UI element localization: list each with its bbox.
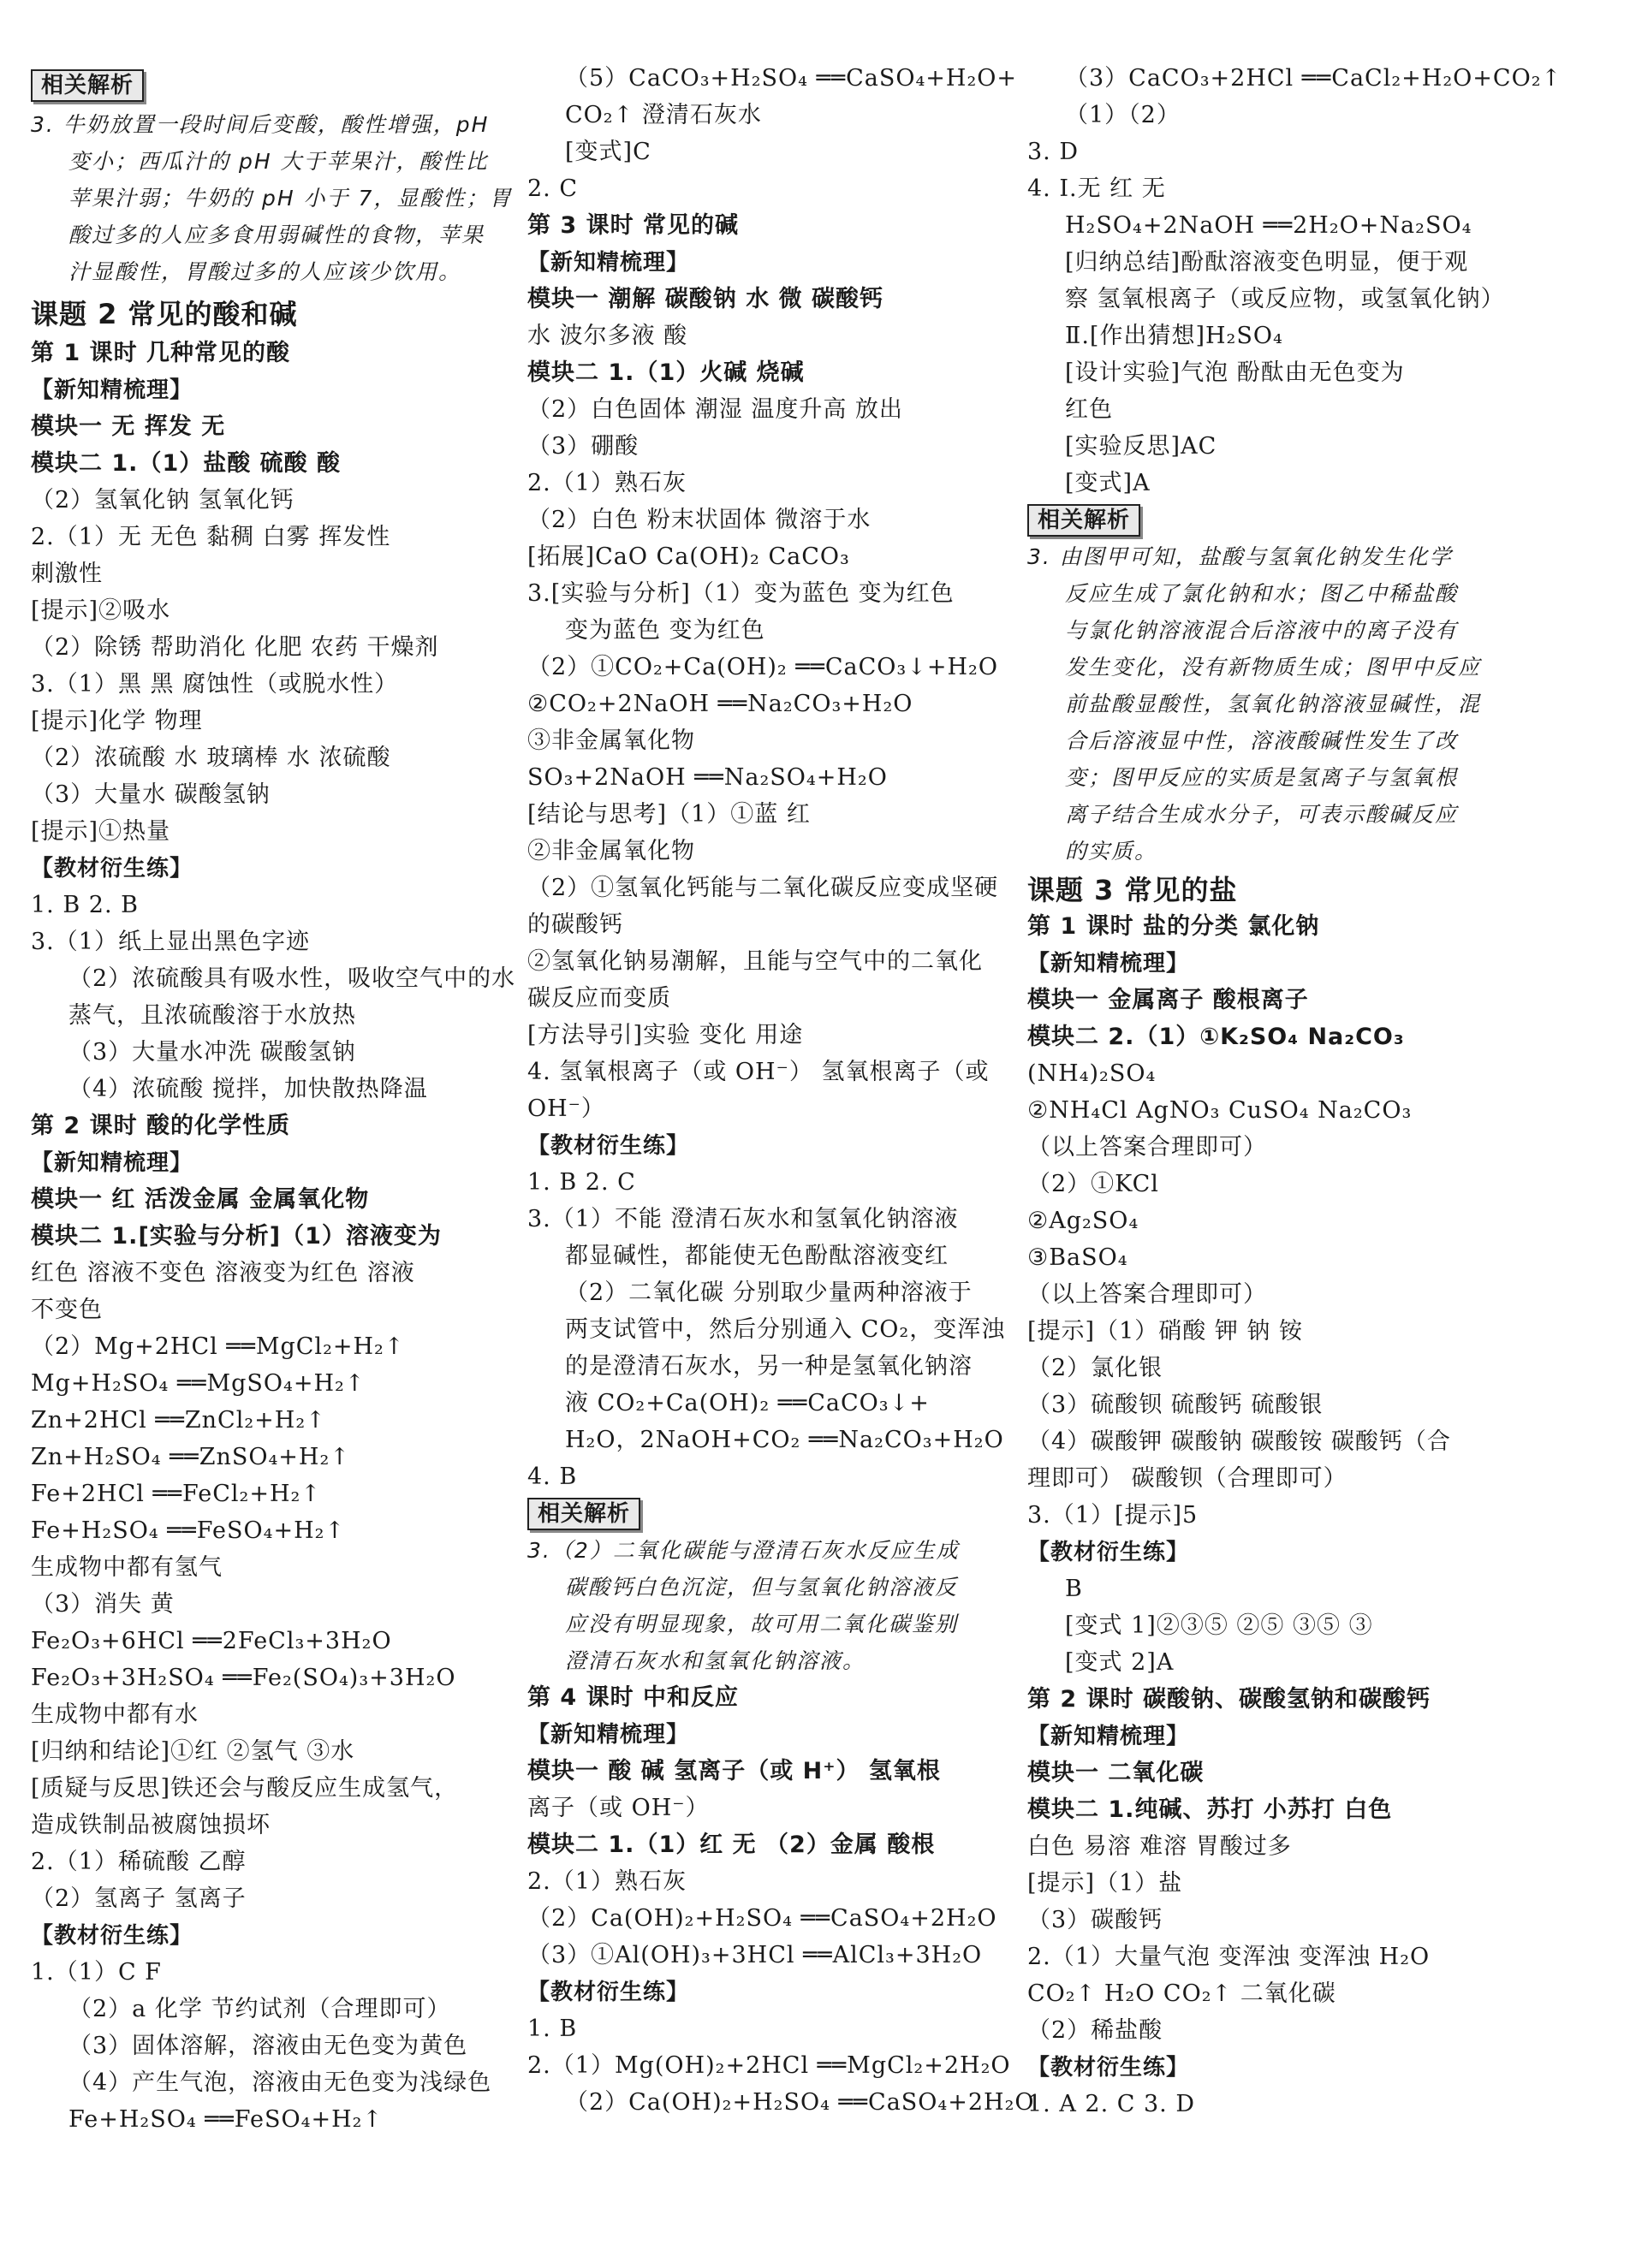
explanation-line: 3.（2）二氧化碳能与澄清石灰水反应生成	[527, 1538, 960, 1563]
answer-line: 4. B	[527, 1464, 578, 1490]
answer-line: 3.（1）[提示]5	[1027, 1502, 1199, 1529]
answer-line: （2）二氧化碳 分别取少量两种溶液于	[565, 1279, 973, 1306]
section-label-box: 相关解析	[31, 69, 144, 102]
section-tag: 【新知精梳理】	[1027, 951, 1190, 977]
answer-line: （2）浓硫酸 水 玻璃棒 水 浓硫酸	[31, 745, 391, 771]
answer-line: 蒸气，且浓硫酸溶于水放热	[68, 1002, 356, 1029]
answer-line: ②NH₄Cl AgNO₃ CuSO₄ Na₂CO₃	[1027, 1097, 1413, 1124]
section-tag: 【教材衍生练】	[31, 1923, 193, 1949]
answer-line: （2）稀盐酸	[1027, 2017, 1163, 2044]
module-line: 模块一 金属离子 酸根离子	[1027, 987, 1309, 1013]
answer-line: Fe+H₂SO₄ ══FeSO₄+H₂↑	[68, 2106, 384, 2133]
answer-line: [方法导引]实验 变化 用途	[527, 1022, 804, 1048]
section-tag: 【教材衍生练】	[31, 856, 193, 882]
explanation-line: 前盐酸显酸性，氢氧化钠溶液显碱性，混	[1065, 692, 1482, 716]
section-tag: 【教材衍生练】	[1027, 2055, 1190, 2081]
explanation-line: 发生变化，没有新物质生成；图甲中反应	[1065, 655, 1482, 680]
explanation-line: 苹果汁弱；牛奶的 pH 小于 7，显酸性；胃	[68, 186, 513, 211]
answer-line: （3）固体溶解，溶液由无色变为黄色	[68, 2033, 468, 2059]
answer-line: OH⁻）	[527, 1095, 605, 1122]
module-line: 模块一 酸 碱 氢离子（或 H⁺） 氢氧根	[527, 1758, 941, 1784]
answer-line: （以上答案合理即可）	[1027, 1134, 1267, 1161]
answer-line: 2.（1）熟石灰	[527, 1868, 687, 1895]
answer-line: H₂SO₄+2NaOH ══2H₂O+Na₂SO₄	[1065, 212, 1472, 239]
answer-line: 2.（1）Mg(OH)₂+2HCl ══MgCl₂+2H₂O	[527, 2052, 1011, 2079]
answer-line: [归纳总结]酚酞溶液变色明显，便于观	[1065, 249, 1469, 276]
answer-line: [提示]①热量	[31, 818, 171, 845]
answer-line: B	[1065, 1576, 1083, 1602]
answer-line: 1. B 2. B	[31, 892, 139, 918]
answer-line: （3）消失 黄	[31, 1591, 175, 1618]
answer-line: Fe₂O₃+6HCl ══2FeCl₃+3H₂O	[31, 1628, 392, 1654]
answer-line: （5）CaCO₃+H₂SO₄ ══CaSO₄+H₂O+	[565, 65, 1018, 92]
answer-line: （4）浓硫酸 搅拌，加快散热降温	[68, 1076, 428, 1102]
answer-line: 1. B 2. C	[527, 1169, 636, 1196]
answer-line: 2.（1）无 无色 黏稠 白雾 挥发性	[31, 524, 391, 550]
answer-line: 不变色	[31, 1297, 103, 1323]
section-tag: 【新知精梳理】	[1027, 1724, 1190, 1749]
answer-line: ③BaSO₄	[1027, 1244, 1128, 1271]
answer-line: （2）白色固体 潮湿 温度升高 放出	[527, 396, 903, 423]
answer-line: Zn+H₂SO₄ ══ZnSO₄+H₂↑	[31, 1444, 350, 1470]
explanation-line: 3. 由图甲可知，盐酸与氢氧化钠发生化学	[1027, 544, 1453, 569]
answer-line: [变式 2]A	[1065, 1649, 1175, 1676]
answer-line: Ⅱ.[作出猜想]H₂SO₄	[1065, 323, 1283, 349]
answer-line: 2.（1）稀硫酸 乙醇	[31, 1849, 247, 1875]
answer-line: （2）氯化银	[1027, 1355, 1163, 1381]
answer-line: [实验反思]AC	[1065, 433, 1217, 460]
module-line: 模块二 1.纯碱、苏打 小苏打 白色	[1027, 1796, 1393, 1823]
answer-line: （2）Mg+2HCl ══MgCl₂+H₂↑	[31, 1333, 405, 1360]
answer-line: （以上答案合理即可）	[1027, 1281, 1267, 1308]
answer-line: （2）氢离子 氢离子	[31, 1885, 247, 1912]
lesson-heading: 第 1 课时 盐的分类 氯化钠	[1027, 913, 1320, 940]
answer-line: 刺激性	[31, 561, 103, 587]
topic-heading: 课题 3 常见的盐	[1027, 874, 1238, 906]
lesson-heading: 第 4 课时 中和反应	[527, 1684, 739, 1711]
explanation-line: 合后溶液显中性，溶液酸碱性发生了改	[1065, 728, 1459, 753]
explanation-line: 变；图甲反应的实质是氢离子与氢氧根	[1065, 765, 1459, 790]
answer-line: 2.（1）大量气泡 变浑浊 变浑浊 H₂O	[1027, 1944, 1431, 1970]
answer-line: Mg+H₂SO₄ ══MgSO₄+H₂↑	[31, 1370, 366, 1397]
lesson-heading: 第 3 课时 常见的碱	[527, 212, 739, 239]
explanation-line: 3. 牛奶放置一段时间后变酸，酸性增强，pH	[31, 112, 490, 137]
answer-line: （2）氢氧化钠 氢氧化钙	[31, 487, 294, 514]
answer-line: （3）大量水冲洗 碳酸氢钠	[68, 1039, 356, 1066]
answer-line: （2）除锈 帮助消化 化肥 农药 干燥剂	[31, 634, 439, 661]
answer-line: ③非金属氧化物	[527, 727, 695, 754]
answer-line: （4）碳酸钾 碳酸钠 碳酸铵 碳酸钙（合	[1027, 1428, 1451, 1455]
explanation-line: 的实质。	[1065, 839, 1158, 864]
column-left	[31, 0, 544, 2268]
answer-line: 造成铁制品被腐蚀损坏	[31, 1812, 271, 1838]
answer-line: （3）硫酸钡 硫酸钙 硫酸银	[1027, 1392, 1324, 1418]
module-line: 模块一 无 挥发 无	[31, 413, 226, 440]
answer-line: （3）碳酸钙	[1027, 1907, 1163, 1933]
column-right	[1027, 0, 1609, 2268]
module-line: 模块二 2.（1）①K₂SO₄ Na₂CO₃	[1027, 1024, 1405, 1050]
module-line: 模块二 1.[实验与分析]（1）溶液变为	[31, 1223, 442, 1250]
answer-line: （2）Ca(OH)₂+H₂SO₄ ══CaSO₄+2H₂O	[565, 2089, 1035, 2116]
explanation-line: 反应生成了氯化钠和水；图乙中稀盐酸	[1065, 581, 1459, 606]
answer-line: 都显碱性，都能使无色酚酞溶液变红	[565, 1243, 949, 1269]
section-tag: 【教材衍生练】	[1027, 1540, 1190, 1565]
answer-line: H₂O，2NaOH+CO₂ ══Na₂CO₃+H₂O	[565, 1427, 1004, 1453]
answer-line: （3）硼酸	[527, 433, 640, 460]
lesson-heading: 第 2 课时 碳酸钠、碳酸氢钠和碳酸钙	[1027, 1686, 1431, 1713]
answer-line: ②Ag₂SO₄	[1027, 1208, 1139, 1234]
answer-line: CO₂↑ 澄清石灰水	[565, 102, 762, 128]
section-tag: 【教材衍生练】	[527, 1980, 690, 2005]
answer-line: [变式]C	[565, 139, 651, 165]
module-line: 模块二 1.（1）盐酸 硫酸 酸	[31, 450, 342, 477]
answer-line: 2. C	[527, 175, 579, 202]
answer-line: [变式]A	[1065, 470, 1151, 496]
answer-line: 的碳酸钙	[527, 911, 623, 938]
answer-line: 1.（1）C F	[31, 1959, 162, 1986]
answer-line: 4. 氢氧根离子（或 OH⁻） 氢氧根离子（或	[527, 1059, 990, 1085]
answer-line: 变为蓝色 变为红色	[565, 617, 765, 644]
answer-line: （1）（2）	[1065, 102, 1181, 128]
answer-line: 3.（1）黑 黑 腐蚀性（或脱水性）	[31, 671, 399, 698]
answer-line: [提示]②吸水	[31, 597, 171, 624]
answer-line: CO₂↑ H₂O CO₂↑ 二氧化碳	[1027, 1980, 1336, 2007]
lesson-heading: 第 1 课时 几种常见的酸	[31, 340, 290, 366]
answer-line: 3. D	[1027, 139, 1079, 165]
section-label-related-analysis	[31, 68, 144, 103]
explanation-line: 离子结合生成水分子，可表示酸碱反应	[1065, 802, 1459, 827]
answer-line: 生成物中都有水	[31, 1701, 199, 1728]
answer-line: （2）a 化学 节约试剂（合理即可）	[68, 1996, 451, 2022]
answer-line: 3.（1）纸上显出黑色字迹	[31, 929, 310, 955]
answer-line: [拓展]CaO Ca(OH)₂ CaCO₃	[527, 543, 850, 570]
answer-line: （2）Ca(OH)₂+H₂SO₄ ══CaSO₄+2H₂O	[527, 1905, 997, 1932]
section-label-box: 相关解析	[527, 1498, 640, 1530]
answer-line: [提示]（1）硝酸 钾 钠 铵	[1027, 1318, 1303, 1345]
answer-line: 2.（1）熟石灰	[527, 470, 687, 496]
module-line: 模块一 二氧化碳	[1027, 1760, 1205, 1786]
answer-line: 1. A 2. C 3. D	[1027, 2091, 1195, 2117]
answer-line: [质疑与反思]铁还会与酸反应生成氢气，	[31, 1775, 459, 1802]
answer-line: [提示]化学 物理	[31, 708, 203, 734]
answer-line: （3）①Al(OH)₃+3HCl ══AlCl₃+3H₂O	[527, 1942, 983, 1968]
explanation-line: 澄清石灰水和氢氧化钠溶液。	[565, 1648, 866, 1673]
answer-line: SO₃+2NaOH ══Na₂SO₄+H₂O	[527, 764, 888, 791]
answer-line: ②CO₂+2NaOH ══Na₂CO₃+H₂O	[527, 691, 913, 717]
answer-line: 液 CO₂+Ca(OH)₂ ══CaCO₃↓+	[565, 1390, 930, 1416]
answer-line: 3.（1）不能 澄清石灰水和氢氧化钠溶液	[527, 1206, 959, 1232]
explanation-line: 碳酸钙白色沉淀，但与氢氧化钠溶液反	[565, 1575, 959, 1600]
answer-line: 理即可） 碳酸钡（合理即可）	[1027, 1465, 1347, 1492]
module-line: 模块二 1.（1）火碱 烧碱	[527, 359, 805, 386]
answer-line: 水 波尔多液 酸	[527, 323, 688, 349]
explanation-line: 变小；西瓜汁的 pH 大于苹果汁，酸性比	[68, 149, 489, 174]
module-line: 模块一 潮解 碳酸钠 水 微 碳酸钙	[527, 286, 883, 312]
section-tag: 【新知精梳理】	[527, 1722, 690, 1748]
lesson-heading: 第 2 课时 酸的化学性质	[31, 1113, 290, 1139]
topic-heading: 课题 2 常见的酸和碱	[31, 298, 298, 330]
section-tag: 【教材衍生练】	[527, 1133, 690, 1159]
section-label-box: 相关解析	[1027, 504, 1140, 537]
answer-line: ②非金属氧化物	[527, 838, 695, 864]
answer-line: （2）①CO₂+Ca(OH)₂ ══CaCO₃↓+H₂O	[527, 654, 998, 680]
module-line: 模块二 1.（1）红 无 （2）金属 酸根	[527, 1832, 936, 1858]
column-middle	[527, 0, 1041, 2268]
answer-line: 1. B	[527, 2016, 578, 2042]
answer-line: [结论与思考]（1）①蓝 红	[527, 801, 811, 828]
answer-line: （3）CaCO₃+2HCl ══CaCl₂+H₂O+CO₂↑	[1065, 65, 1562, 92]
answer-line: （2）白色 粉末状固体 微溶于水	[527, 507, 872, 533]
answer-line: （2）浓硫酸具有吸水性，吸收空气中的水	[68, 965, 516, 992]
answer-line: 碳反应而变质	[527, 985, 671, 1012]
answer-line: 红色	[1065, 396, 1113, 423]
answer-line: Zn+2HCl ══ZnCl₂+H₂↑	[31, 1407, 326, 1434]
answer-line: 离子（或 OH⁻）	[527, 1795, 710, 1821]
answer-line: [归纳和结论]①红 ②氢气 ③水	[31, 1738, 355, 1765]
answer-line: 察 氢氧根离子（或反应物，或氢氧化钠）	[1065, 286, 1505, 312]
section-tag: 【新知精梳理】	[31, 377, 193, 403]
section-label-related-analysis	[527, 1497, 640, 1531]
section-tag: 【新知精梳理】	[31, 1150, 193, 1176]
answer-line: （2）①KCl	[1027, 1171, 1159, 1197]
module-line: 模块一 红 活泼金属 金属氧化物	[31, 1186, 370, 1213]
explanation-line: 与氯化钠溶液混合后溶液中的离子没有	[1065, 618, 1459, 643]
answer-line: 生成物中都有氢气	[31, 1554, 223, 1581]
answer-line: 白色 易溶 难溶 胃酸过多	[1027, 1833, 1292, 1860]
explanation-line: 酸过多的人应多食用弱碱性的食物，苹果	[68, 223, 485, 247]
answer-line: 3.[实验与分析]（1）变为蓝色 变为红色	[527, 580, 955, 607]
answer-line: [变式 1]②③⑤ ②⑤ ③⑤ ③	[1065, 1612, 1373, 1639]
answer-line: 4. Ⅰ.无 红 无	[1027, 175, 1166, 202]
explanation-line: 汁显酸性，胃酸过多的人应该少饮用。	[68, 259, 462, 284]
answer-line: ②氢氧化钠易潮解，且能与空气中的二氧化	[527, 948, 983, 975]
answer-line: （3）大量水 碳酸氢钠	[31, 781, 271, 808]
answer-line: Fe+H₂SO₄ ══FeSO₄+H₂↑	[31, 1517, 346, 1544]
answer-line: [提示]（1）盐	[1027, 1870, 1183, 1897]
answer-line: （2）①氢氧化钙能与二氧化碳反应变成坚硬	[527, 875, 999, 901]
section-label-related-analysis	[1027, 503, 1140, 537]
answer-line: (NH₄)₂SO₄	[1027, 1060, 1157, 1087]
answer-line: Fe₂O₃+3H₂SO₄ ══Fe₂(SO₄)₃+3H₂O	[31, 1665, 456, 1691]
answer-line: （4）产生气泡，溶液由无色变为浅绿色	[68, 2069, 492, 2096]
answer-line: 的是澄清石灰水，另一种是氢氧化钠溶	[565, 1353, 973, 1380]
answer-line: [设计实验]气泡 酚酞由无色变为	[1065, 359, 1405, 386]
section-tag: 【新知精梳理】	[527, 250, 690, 276]
answer-line: 两支试管中，然后分别通入 CO₂，变浑浊	[565, 1316, 1006, 1343]
explanation-line: 应没有明显现象，故可用二氧化碳鉴别	[565, 1612, 959, 1636]
answer-line: Fe+2HCl ══FeCl₂+H₂↑	[31, 1481, 321, 1507]
answer-line: 红色 溶液不变色 溶液变为红色 溶液	[31, 1260, 415, 1286]
